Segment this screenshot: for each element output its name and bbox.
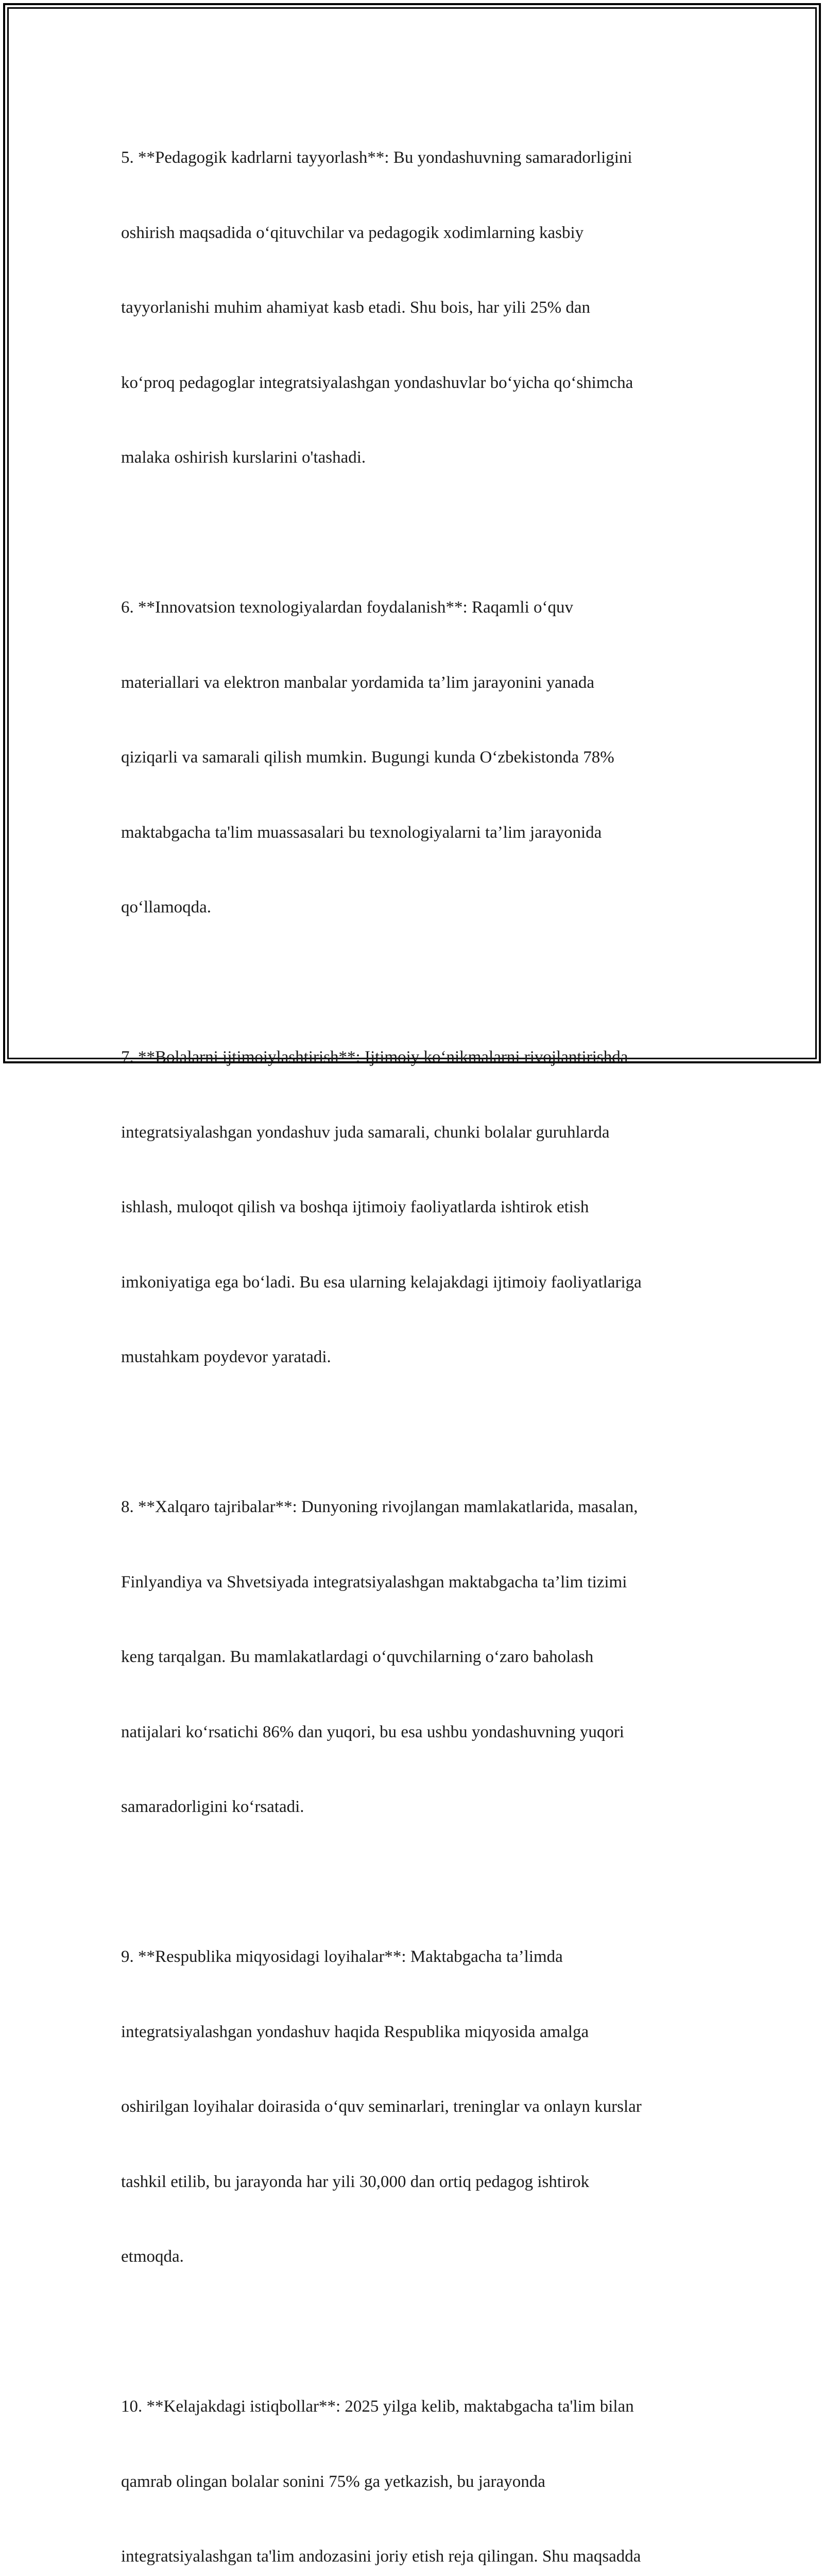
text-line: integratsiyalashgan yondashuv juda samarali, chunki bolalar guruhlarda (121, 1123, 610, 1142)
text-line: tayyorlanishi muhim ahamiyat kasb etadi. Shu bois, har yili 25% dan (121, 298, 591, 317)
text-line: ko‘proq pedagoglar integratsiyalashgan yondashuvlar bo‘yicha qo‘shimcha (121, 373, 633, 392)
paragraph-item-5 (121, 95, 708, 520)
text-line: 9. **Respublika miqyosidagi loyihalar**: Maktabgacha ta’limda (121, 1947, 563, 1966)
text-line: oshirilgan loyihalar doirasida o‘quv seminarlari, treninglar va onlayn kurslar (121, 2097, 642, 2116)
text-line: 8. **Xalqaro tajribalar**: Dunyoning rivojlangan mamlakatlarida, masalan, (121, 1498, 638, 1516)
text-line: 7. **Bolalarni ijtimoiylashtirish**: Ijtimoiy ko‘nikmalarni rivojlantirishda (121, 1048, 628, 1066)
text-line: natijalari ko‘rsatichi 86% dan yuqori, bu esa ushbu yondashuvning yuqori (121, 1722, 624, 1741)
text-line: mustahkam poydevor yaratadi. (121, 1348, 331, 1366)
text-line: integratsiyalashgan yondashuv haqida Respublika miqyosida amalga (121, 2022, 589, 2041)
paragraph-item-8 (121, 1445, 708, 1870)
text-line: qamrab olingan bolalar sonini 75% ga yetkazish, bu jarayonda (121, 2472, 545, 2491)
text-line: 6. **Innovatsion texnologiyalardan foydalanish**: Raqamli o‘quv (121, 598, 573, 617)
text-line: 5. **Pedagogik kadrlarni tayyorlash**: Bu yondashuvning samaradorligini (121, 148, 632, 167)
text-line: samaradorligini ko‘rsatadi. (121, 1798, 304, 1816)
text-line: qo‘llamoqda. (121, 898, 212, 917)
paragraph-item-6 (121, 545, 708, 970)
text-line: materiallari va elektron manbalar yordamida ta’lim jarayonini yanada (121, 673, 595, 692)
text-line: keng tarqalgan. Bu mamlakatlardagi o‘quvchilarning o‘zaro baholash (121, 1648, 594, 1666)
document-body (121, 95, 708, 2576)
text-line: imkoniyatiga ega bo‘ladi. Bu esa ularning kelajakdagi ijtimoiy faoliyatlariga (121, 1273, 642, 1292)
text-line: Finlyandiya va Shvetsiyada integratsiyalashgan maktabgacha ta’lim tizimi (121, 1572, 627, 1591)
text-line: 10. **Kelajakdagi istiqbollar**: 2025 yilga kelib, maktabgacha ta'lim bilan (121, 2397, 634, 2416)
text-line: tashkil etilib, bu jarayonda har yili 30,000 dan ortiq pedagog ishtirok (121, 2172, 590, 2191)
paragraph-item-7 (121, 995, 708, 1420)
text-line: maktabgacha ta'lim muassasalari bu texnologiyalarni ta’lim jarayonida (121, 823, 602, 842)
text-line: etmoqda. (121, 2247, 184, 2266)
paragraph-item-9 (121, 1894, 708, 2319)
text-line: ishlash, muloqot qilish va boshqa ijtimoiy faoliyatlarda ishtirok etish (121, 1198, 589, 1216)
paragraph-item-10 (121, 2344, 708, 2576)
text-line: malaka oshirish kurslarini o'tashadi. (121, 448, 366, 467)
text-line: qiziqarli va samarali qilish mumkin. Bugungi kunda O‘zbekistonda 78% (121, 748, 614, 767)
text-line: oshirish maqsadida o‘qituvchilar va pedagogik xodimlarning kasbiy (121, 223, 584, 242)
text-line: integratsiyalashgan ta'lim andozasini joriy etish reja qilingan. Shu maqsadda (121, 2547, 641, 2566)
